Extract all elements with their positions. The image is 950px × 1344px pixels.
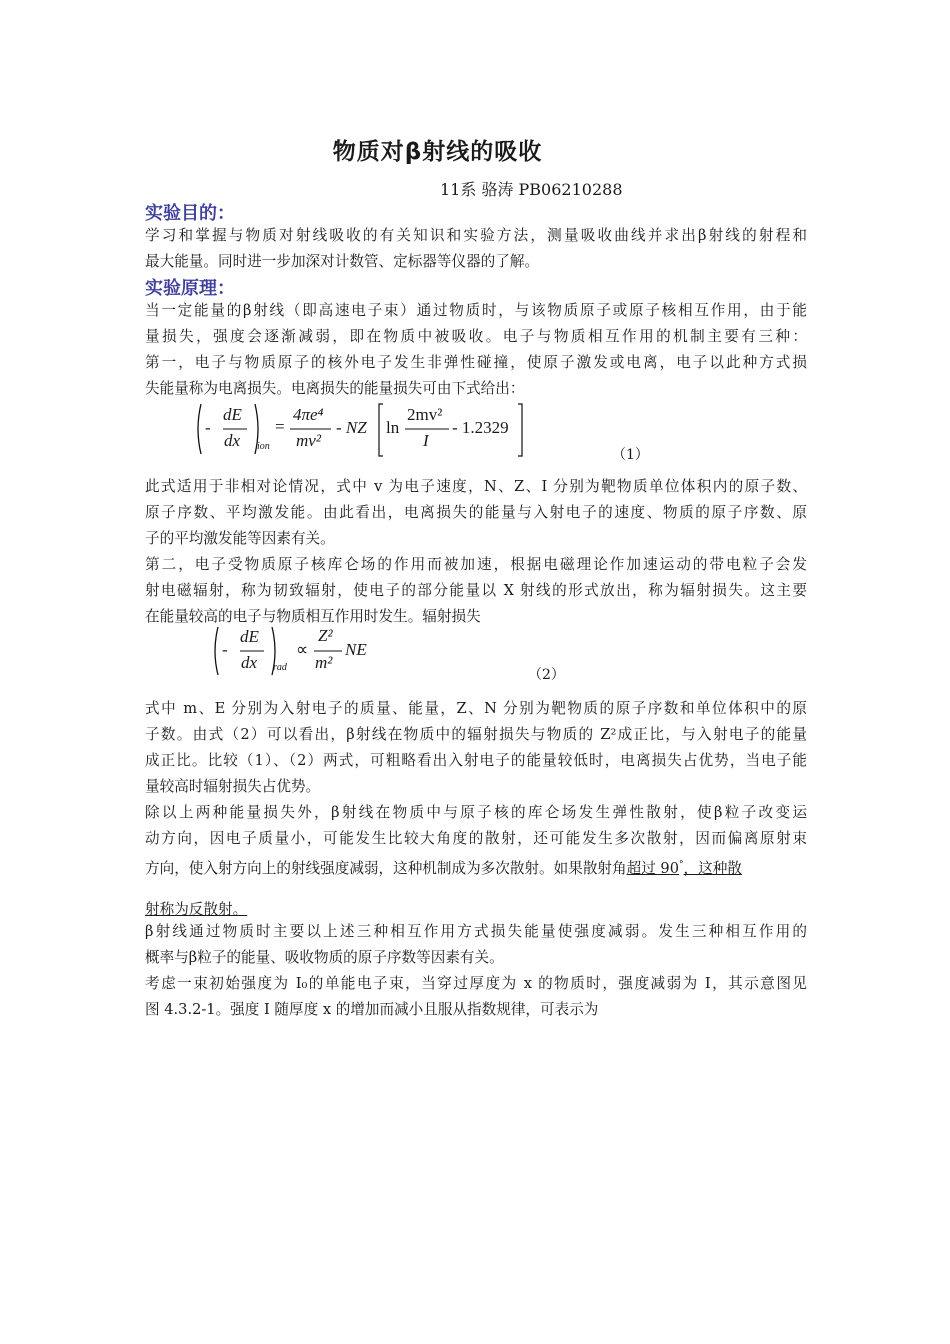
text-line: β射线通过物质时主要以上述三种相互作用方式损失能量使强度减弱。发生三种相互作用的 bbox=[145, 923, 807, 940]
section-heading-principle: 实验原理： bbox=[145, 278, 235, 299]
text-line: 失能量称为电离损失。电离损失的能量损失可由下式给出： bbox=[145, 380, 525, 397]
principle-paragraph-3 bbox=[145, 696, 807, 852]
section-heading-purpose: 实验目的： bbox=[145, 203, 235, 224]
principle-paragraph-5 bbox=[145, 919, 807, 1023]
text-line: 成正比。比较（1）、（2）两式，可粗略看出入射电子的能量较低时，电离损失占优势，当电子能 bbox=[145, 752, 807, 769]
principle-paragraph-1 bbox=[145, 298, 807, 402]
text-line: 量较高时辐射损失占优势。 bbox=[145, 778, 321, 795]
text-line: 原子序数、平均激发能。由此看出，电离损失的能量与入射电子的速度、物质的原子序数、原 bbox=[145, 504, 807, 521]
equation-ionization-loss: - dE dx ion = 4πe⁴ mv² - NZ ln 2mv² I - 1.2329 bbox=[193, 398, 533, 462]
text-line: 除以上两种能量损失外，β射线在物质中与原子核的库仑场发生弹性散射，使β粒子改变运 bbox=[145, 804, 807, 821]
text-line: 概率与β粒子的能量、吸收物质的原子序数等因素有关。 bbox=[145, 949, 504, 966]
author-line: 11系 骆涛 PB06210288 bbox=[440, 180, 623, 199]
text-line: 学习和掌握与物质对射线吸收的有关知识和实验方法，测量吸收曲线并求出β射线的射程和 bbox=[145, 227, 807, 244]
equation-2-label: （2） bbox=[528, 667, 565, 683]
underlined-text: ，这种散 bbox=[683, 859, 742, 877]
text-line: 当一定能量的β射线（即高速电子束）通过物质时，与该物质原子或原子核相互作用，由于能 bbox=[145, 302, 807, 319]
text-line: 方向，使入射方向上的射线强度减弱，这种机制成为多次散射。如果散射角 bbox=[145, 859, 627, 877]
text-line: 量损失，强度会逐渐减弱，即在物质中被吸收。电子与物质相互作用的机制主要有三种： bbox=[145, 328, 807, 345]
equation-radiation-loss: - dE dx rad ∝ Z² m² NE bbox=[210, 622, 410, 680]
text-line: 射电磁辐射，称为韧致辐射，使电子的部分能量以 X 射线的形式放出，称为辐射损失。这主要 bbox=[145, 582, 807, 599]
text-line: 在能量较高的电子与物质相互作用时发生。辐射损失 bbox=[145, 608, 481, 625]
text-line: 第二，电子受物质原子核库仑场的作用而被加速，根据电磁理论作加速运动的带电粒子会发 bbox=[145, 556, 807, 573]
text-line: 第一，电子与物质原子的核外电子发生非弹性碰撞，使原子激发或电离，电子以此种方式损 bbox=[145, 354, 807, 371]
purpose-paragraph bbox=[145, 223, 807, 275]
text-line: 式中 m、E 分别为入射电子的质量、能量，Z、N 分别为靶物质的原子序数和单位体积中的原 bbox=[145, 700, 807, 717]
text-line: 最大能量。同时进一步加深对计数管、定标器等仪器的了解。 bbox=[145, 253, 540, 270]
text-line: 动方向，因电子质量小，可能发生比较大角度的散射，还可能发生多次散射，因而偏离原射束 bbox=[145, 830, 807, 847]
text-line: 考虑一束初始强度为 I₀的单能电子束，当穿过厚度为 x 的物质时，强度减弱为 I，其示意图见 bbox=[145, 975, 807, 992]
underlined-text: 超过 90 bbox=[626, 859, 680, 877]
text-line: 子的平均激发能等因素有关。 bbox=[145, 530, 335, 547]
page-title: 物质对β射线的吸收 bbox=[332, 139, 543, 165]
underlined-text: 射称为反散射。 bbox=[145, 901, 248, 918]
equation-1-label: （1） bbox=[612, 447, 649, 463]
scatter-sentence-line: 方向，使入射方向上的射线强度减弱，这种机制成为多次散射。如果散射角超过 90°，这种散 bbox=[145, 859, 742, 877]
principle-paragraph-2 bbox=[145, 474, 807, 630]
text-line: 图 4.3.2-1。强度 I 随厚度 x 的增加而减小且服从指数规律，可表示为 bbox=[145, 1001, 599, 1018]
text-line: 子数。由式（2）可以看出，β射线在物质中的辐射损失与物质的 Z²成正比，与入射电子的能量 bbox=[145, 726, 807, 743]
text-line: 此式适用于非相对论情况，式中 v 为电子速度，N、Z、I 分别为靶物质单位体积内的原子数、 bbox=[145, 478, 807, 495]
